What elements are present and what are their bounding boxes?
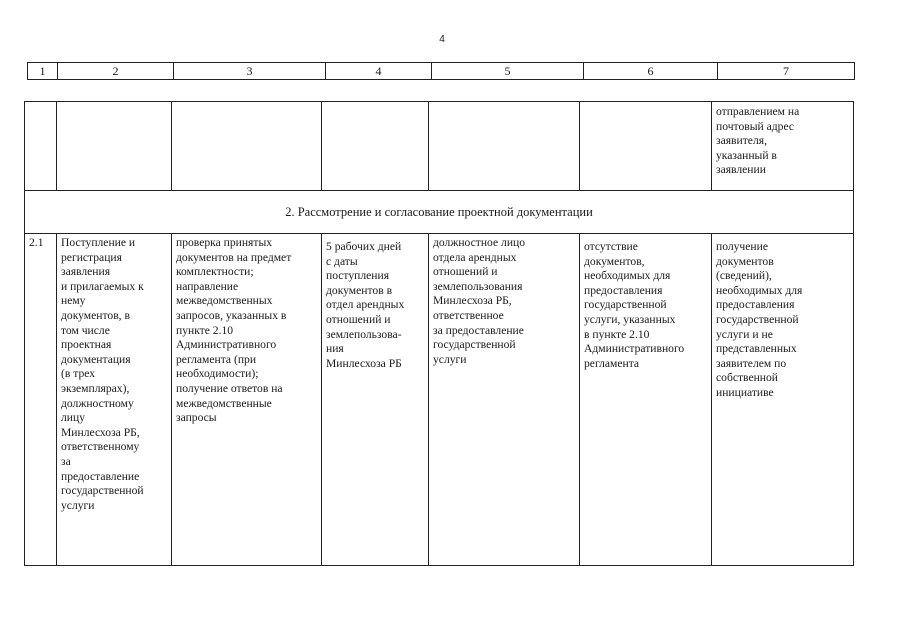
table-row: [25, 234, 853, 565]
continuation-row: [25, 102, 853, 191]
criteria-cell: отсутствие документов, необходимых для предоставления государственной услуги, указанных в пункте 2.10 Административного регламента: [580, 234, 712, 565]
section-heading: 2. Рассмотрение и согласование проектной документации: [285, 205, 593, 219]
table-cell: [57, 102, 172, 190]
term-cell: 5 рабочих дней с даты поступления документов в отдел арендных отношений и землепользова- ния Минлесхоза РБ: [322, 234, 429, 565]
table-cell: [429, 102, 580, 190]
content-cell: проверка принятых документов на предмет комплектности; направление межведомственных запросов, указанных в пункте 2.10 Административного регламента (при необходимости); получение ответов на межведомственные запросы: [172, 234, 322, 565]
table-cell: [580, 102, 712, 190]
section-heading-row: [25, 191, 853, 234]
action-cell: Поступление и регистрация заявления и прилагаемых к нему документов, в том числе проектная документация (в трех экземплярах), должностному лицу Минлесхоза РБ, ответственному за предоставление государственной услуги: [57, 234, 172, 565]
column-number-3: 3: [174, 63, 326, 79]
column-number-2: 2: [58, 63, 174, 79]
result-continuation-cell: отправлением на почтовый адрес заявителя, указанный в заявлении: [716, 105, 800, 177]
column-number-6: 6: [584, 63, 718, 79]
responsible-cell: должностное лицо отдела арендных отношений и землепользования Минлесхоза РБ, ответственное за предоставление государственной услуги: [429, 234, 580, 565]
result-cell: получение документов (сведений), необходимых для предоставления государственной услуги и не представленных заявителем по собственной инициативе: [716, 240, 803, 399]
table-cell: [25, 102, 57, 190]
table-cell: [172, 102, 322, 190]
column-number-7: 7: [783, 64, 789, 78]
column-number-4: 4: [326, 63, 432, 79]
column-number-1: 1: [28, 63, 58, 79]
page-number: 4: [439, 34, 445, 45]
procedure-table: [24, 101, 854, 566]
table-cell: [322, 102, 429, 190]
column-number-header: [27, 62, 855, 80]
row-number-cell: 2.1: [25, 234, 57, 565]
column-number-5: 5: [432, 63, 584, 79]
